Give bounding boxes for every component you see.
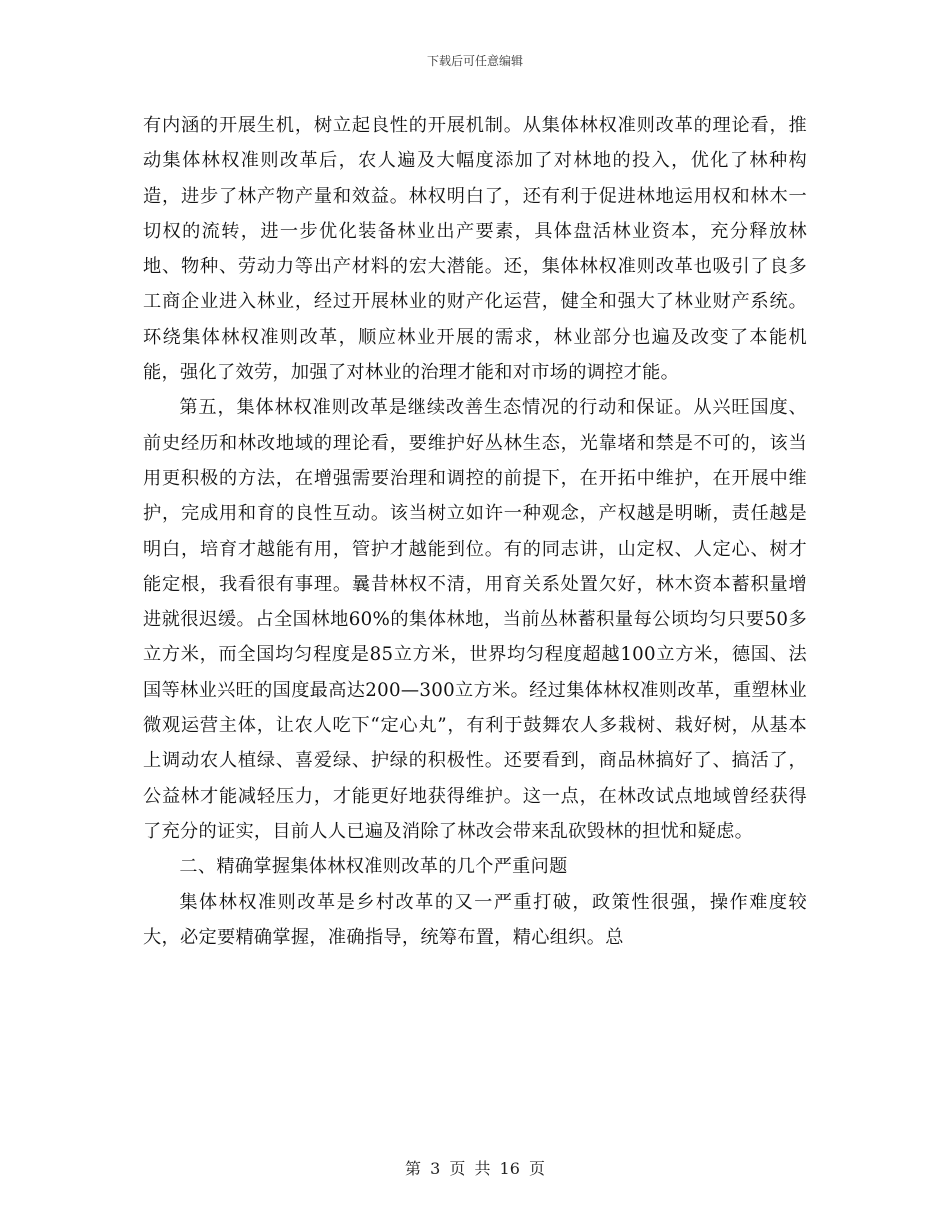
document-body [143, 108, 807, 955]
page-footer: 第 3 页 共 16 页 [405, 1159, 545, 1178]
body-paragraph-2: 第五，集体林权准则改革是继续改善生态情况的行动和保证。从兴旺国度、前史经历和林改地域的理论看，要维护好丛林生态，光靠堵和禁是不可的，该当用更积极的方法，在增强需要治理和调控的前提下，在开拓中维护，在开展中维护，完成用和育的良性互动。该当树立如许一种观念，产权越是明晰，责任越是明白，培育才越能有用，管护才越能到位。有的同志讲，山定权、人定心、树才能定根，我看很有事理。曩昔林权不清，用育关系处置欠好，林木资本蓄积量增进就很迟缓。占全国林地60%的集体林地，当前丛林蓄积量每公顷均匀只要50多立方米，而全国均匀程度是85立方米，世界均匀程度超越100立方米，德国、法国等林业兴旺的国度最高达200—300立方米。经过集体林权准则改革，重塑林业微观运营主体，让农人吃下“定心丸”，有利于鼓舞农人多栽树、栽好树，从基本上调动农人植绿、喜爱绿、护绿的积极性。还要看到，商品林搞好了、搞活了，公益林才能减轻压力，才能更好地获得维护。这一点，在林改试点地域曾经获得了充分的证实，目前人人已遍及消除了林改会带来乱砍毁林的担忧和疑虑。 [143, 397, 807, 842]
section-heading: 二、精确掌握集体林权准则改革的几个严重问题 [179, 856, 568, 878]
page-header: 下载后可任意编辑 [426, 54, 523, 68]
body-paragraph-1: 有内涵的开展生机，树立起良性的开展机制。从集体林权准则改革的理论看，推动集体林权准则改革后，农人遍及大幅度添加了对林地的投入，优化了林种构造，进步了林产物产量和效益。林权明白了，还有利于促进林地运用权和林木一切权的流转，进一步优化装备林业出产要素，具体盘活林业资本，充分释放林地、物种、劳动力等出产材料的宏大潜能。还，集体林权准则改革也吸引了良多工商企业进入林业，经过开展林业的财产化运营，健全和强大了林业财产系统。环绕集体林权准则改革，顺应林业开展的需求，林业部分也遍及改变了本能机能，强化了效劳，加强了对林业的治理才能和对市场的调控才能。 [143, 115, 807, 384]
body-paragraph-3: 集体林权准则改革是乡村改革的又一严重打破，政策性很强，操作难度较大，必定要精确掌握，准确指导，统筹布置，精心组织。总 [143, 891, 807, 948]
